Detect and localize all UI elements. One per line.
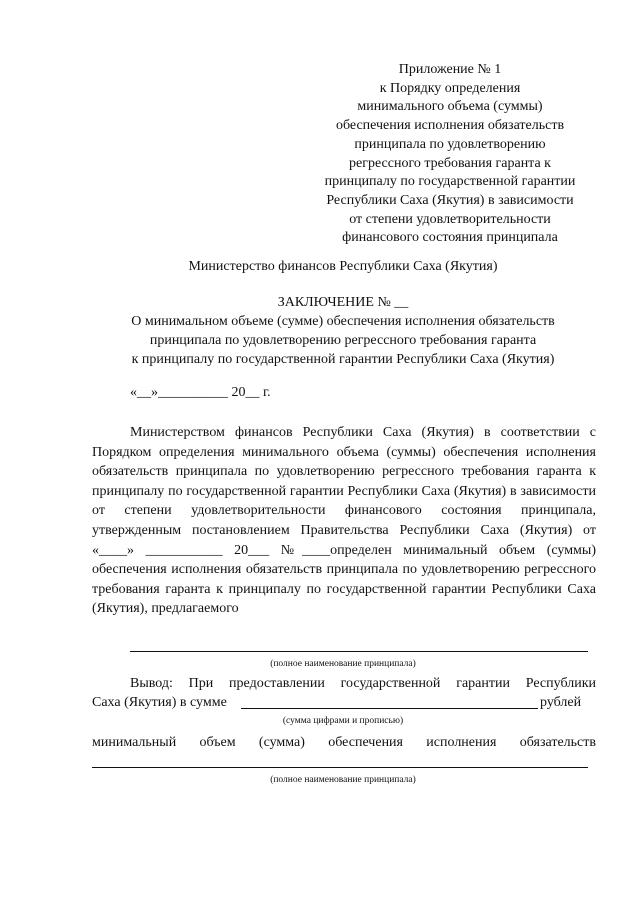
principal-name-field-2[interactable] xyxy=(92,767,588,768)
appendix-line: принципала по удовлетворению xyxy=(354,136,546,152)
ministry-name: Министерство финансов Республики Саха (Якутия) xyxy=(188,259,498,274)
appendix-line: Приложение № 1 xyxy=(398,62,502,77)
conclusion-subtitle-line: принципала по удовлетворению регрессного требования гаранта xyxy=(149,333,537,348)
appendix-line: от степени удовлетворительности xyxy=(349,211,551,227)
appendix-line: к Порядку определения xyxy=(379,80,521,96)
appendix-line: регрессного требования гаранта к xyxy=(349,155,551,171)
principal-name-field[interactable] xyxy=(130,651,588,652)
conclusion-heading xyxy=(0,293,640,369)
appendix-line: минимального объема (суммы) xyxy=(357,99,543,115)
conclusion-subtitle-line: к принципалу по государственной гарантии Республики Саха (Якутия) xyxy=(131,352,555,367)
appendix-header xyxy=(300,61,600,248)
amount-field[interactable] xyxy=(241,708,538,709)
appendix-line: обеспечения исполнения обязательств xyxy=(335,118,565,134)
conclusion-line-3: минимальный объем (сумма) обеспечения исполнения обязательств xyxy=(92,735,596,750)
conclusion-line-2 xyxy=(92,693,596,713)
appendix-line: Республики Саха (Якутия) в зависимости xyxy=(326,192,574,208)
appendix-line: финансового состояния принципала xyxy=(342,230,558,246)
appendix-line: принципалу по государственной гарантии xyxy=(324,174,576,190)
body-paragraph: Министерством финансов Республики Саха (Якутия) в соответствии с Порядком определения минимального объема (суммы) обеспечения исполнения обязательств принципала по удовлетворению регрессного требования гаранта к принципалу по государственной гарантии Республики Саха (Якутия) в зависимости от степени удовлетворительности финансового состояния принципала, утвержденным постановлением Правительства Республики Саха (Якутия) от «____» ___________ 20___ №____определен минимальный объем (суммы) обеспечения исполнения обязательств принципала по удовлетворению регрессного требования гаранта к принципалу по государственной гарантии Республики Саха (Якутия), предлагаемого xyxy=(92,425,596,617)
amount-caption: (сумма цифрами и прописью) xyxy=(282,716,404,726)
conclusion-title: ЗАКЛЮЧЕНИЕ № __ xyxy=(277,295,409,310)
conclusion-line-1: Вывод: При предоставлении государственной гарантии Республики xyxy=(130,676,596,691)
date-line: «__»__________ 20__ г. xyxy=(130,385,271,400)
principal-name-caption-2: (полное наименование принципала) xyxy=(270,775,416,785)
conclusion-subtitle-line: О минимальном объеме (сумме) обеспечения исполнения обязательств xyxy=(131,314,555,329)
amount-prefix: Саха (Якутия) в сумме xyxy=(92,695,227,710)
principal-name-caption: (полное наименование принципала) xyxy=(270,659,416,669)
amount-suffix: рублей xyxy=(540,695,582,710)
